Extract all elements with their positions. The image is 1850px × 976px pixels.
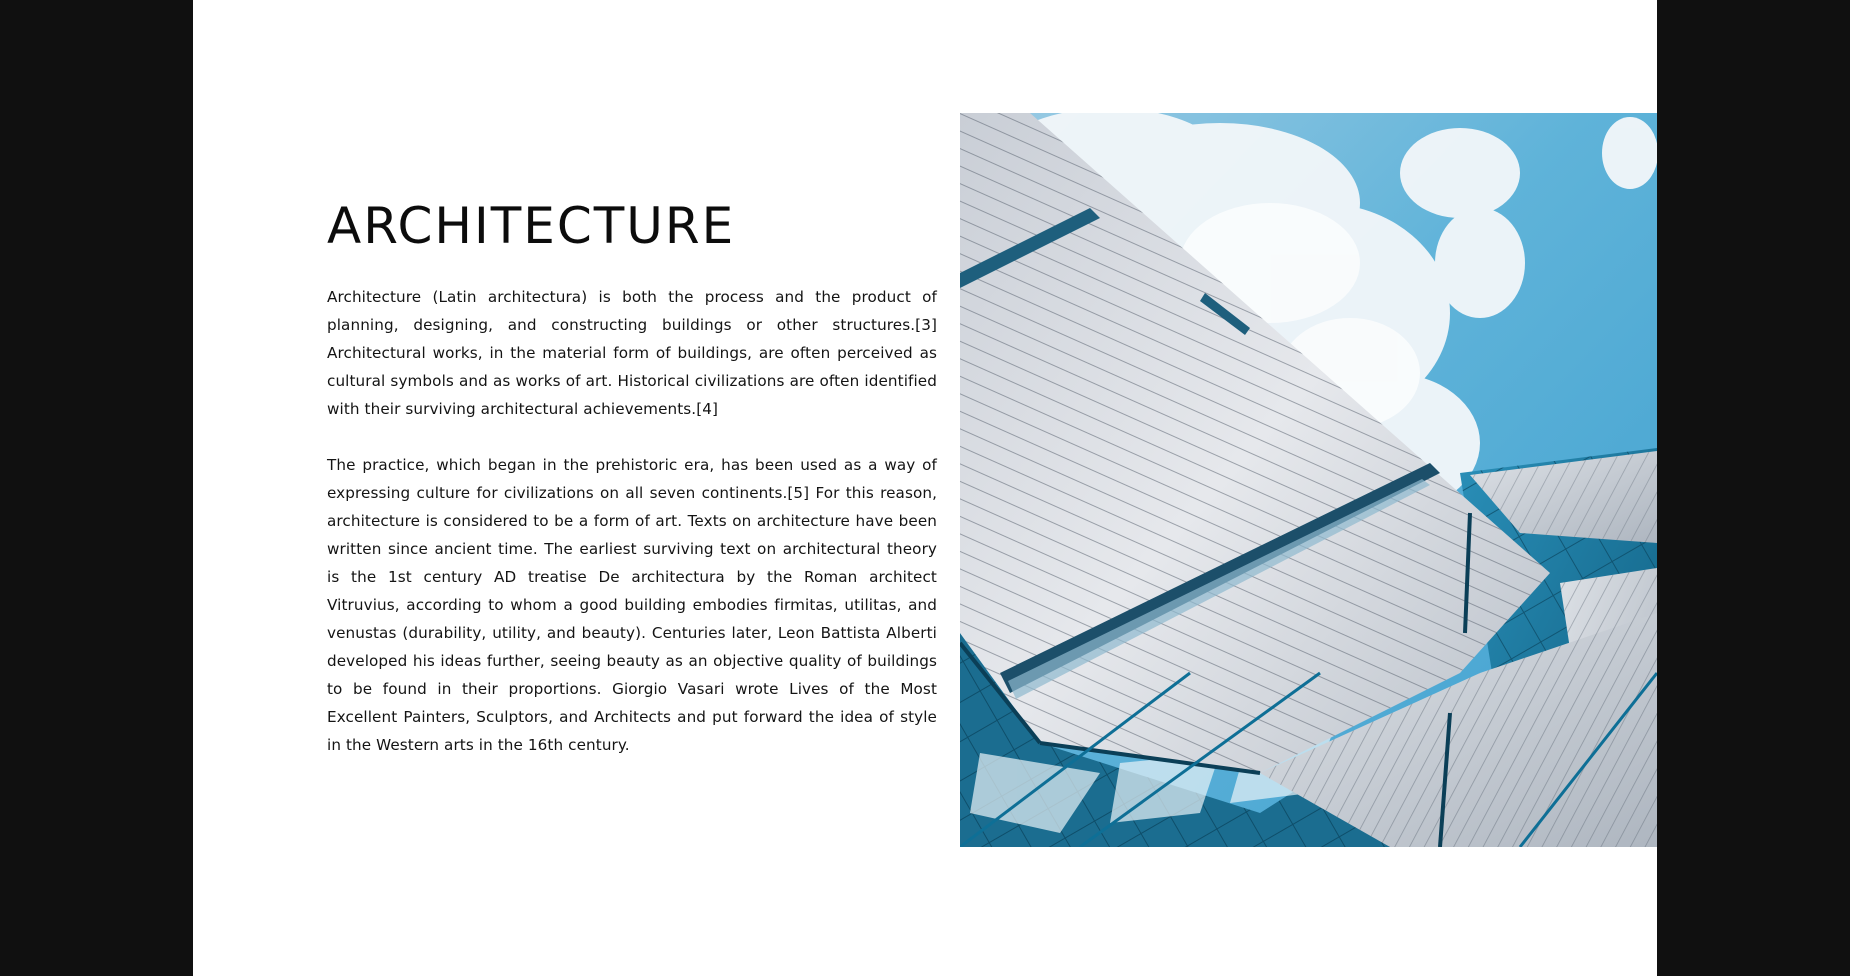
document-page <box>193 0 1657 976</box>
paragraph-2: The practice, which began in the prehistoric era, has been used as a way of expressing culture for civilizations on all seven continents.[5] For this reason, architecture is considered to be a form of art. Texts on architecture have been written since ancient time. The earliest surviving text on architectural theory is the 1st century AD treatise De architectura by the Roman architect Vitruvius, according to whom a good building embodies firmitas, utilitas, and venustas (durability, utility, and beauty). Centuries later, Leon Battista Alberti developed his ideas further, seeing beauty as an objective quality of buildings to be found in their proportions. Giorgio Vasari wrote Lives of the Most Excellent Painters, Sculptors, and Architects and put forward the idea of style in the Western arts in the 16th century. <box>327 456 937 754</box>
paragraph-1: Architecture (Latin architectura) is both the process and the product of planning, designing, and constructing buildings or other structures.[3] Architectural works, in the material form of buildings, are often perceived as cultural symbols and as works of art. Historical civilizations are often identified with their surviving architectural achievements.[4] <box>327 288 937 418</box>
building-photo <box>960 113 1657 847</box>
page-title: ARCHITECTURE <box>327 197 736 255</box>
building-photo-illustration <box>960 113 1657 847</box>
text-column <box>327 196 937 759</box>
